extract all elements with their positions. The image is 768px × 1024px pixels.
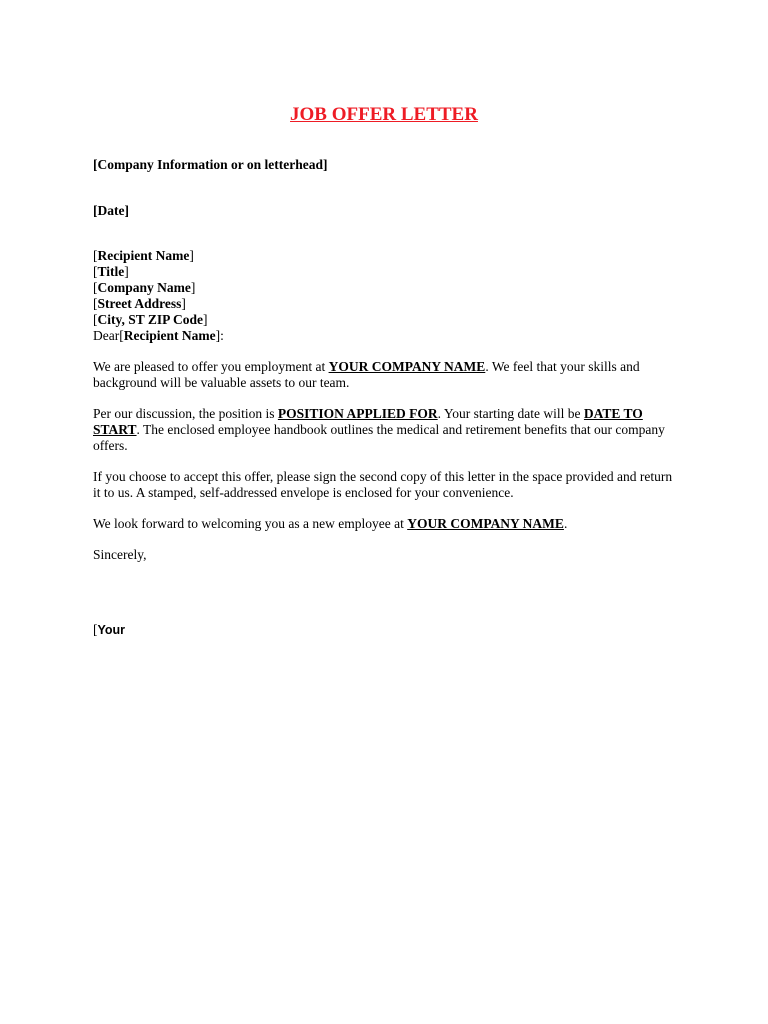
bracket-open: [ xyxy=(93,264,98,279)
recipient-company-line xyxy=(93,280,195,296)
bracket-close: ] xyxy=(124,264,129,279)
bracket-open: [ xyxy=(93,248,98,263)
recipient-company: Company Name xyxy=(97,280,191,295)
salutation xyxy=(93,328,224,344)
position-placeholder: POSITION APPLIED FOR xyxy=(277,406,438,421)
offer-paragraph xyxy=(93,359,683,391)
recipient-city-line xyxy=(93,312,208,328)
start-date-placeholder: DATE TO START xyxy=(93,406,643,437)
welcome-text: We look forward to welcoming you as a new employee at xyxy=(93,516,408,531)
closing: Sincerely, xyxy=(93,547,147,562)
recipient-title: Title xyxy=(97,264,125,279)
start-date-text: . Your starting date will be xyxy=(437,406,584,421)
acceptance-paragraph xyxy=(93,469,683,501)
acceptance-text: If you choose to accept this offer, please sign the second copy of this letter in the space provided and return it to us. A stamped, self-addressed envelope is enclosed for your convenience. xyxy=(93,469,673,500)
recipient-street: Street Address xyxy=(97,296,182,311)
signature-text: Your xyxy=(97,623,126,637)
recipient-street-line xyxy=(93,296,186,312)
recipient-city: City, ST ZIP Code xyxy=(97,312,204,327)
offer-text: We are pleased to offer you employment at xyxy=(93,359,329,374)
salutation-suffix: ]: xyxy=(215,328,224,343)
bracket-close: ] xyxy=(203,312,208,327)
bracket-open: [ xyxy=(93,280,98,295)
date-line: [Date] xyxy=(93,203,129,218)
company-information-line: [Company Information or on letterhead] xyxy=(93,157,328,172)
welcome-period: . xyxy=(563,516,568,531)
position-paragraph xyxy=(93,406,683,454)
signature-placeholder xyxy=(93,622,125,638)
salutation-prefix: Dear[ xyxy=(93,328,124,343)
position-text: Per our discussion, the position is xyxy=(93,406,278,421)
salutation-name: Recipient Name xyxy=(123,328,216,343)
recipient-title-line xyxy=(93,264,129,280)
recipient-name: Recipient Name xyxy=(97,248,190,263)
bracket-open: [ xyxy=(93,312,98,327)
recipient-name-line xyxy=(93,248,194,264)
welcome-paragraph xyxy=(93,516,683,532)
offer-text-continued: . We feel that your skills and background will be valuable assets to our team. xyxy=(93,359,640,390)
signature-bracket: [ xyxy=(93,622,98,637)
benefits-text: . The enclosed employee handbook outlines the medical and retirement benefits that our company offers. xyxy=(93,422,665,453)
bracket-close: ] xyxy=(189,248,194,263)
company-name-placeholder: YOUR COMPANY NAME xyxy=(328,359,486,374)
bracket-close: ] xyxy=(190,280,196,295)
company-name-placeholder: YOUR COMPANY NAME xyxy=(407,516,564,531)
bracket-open: [ xyxy=(93,296,98,311)
bracket-close: ] xyxy=(181,296,186,311)
letter-title: JOB OFFER LETTER xyxy=(290,104,478,125)
